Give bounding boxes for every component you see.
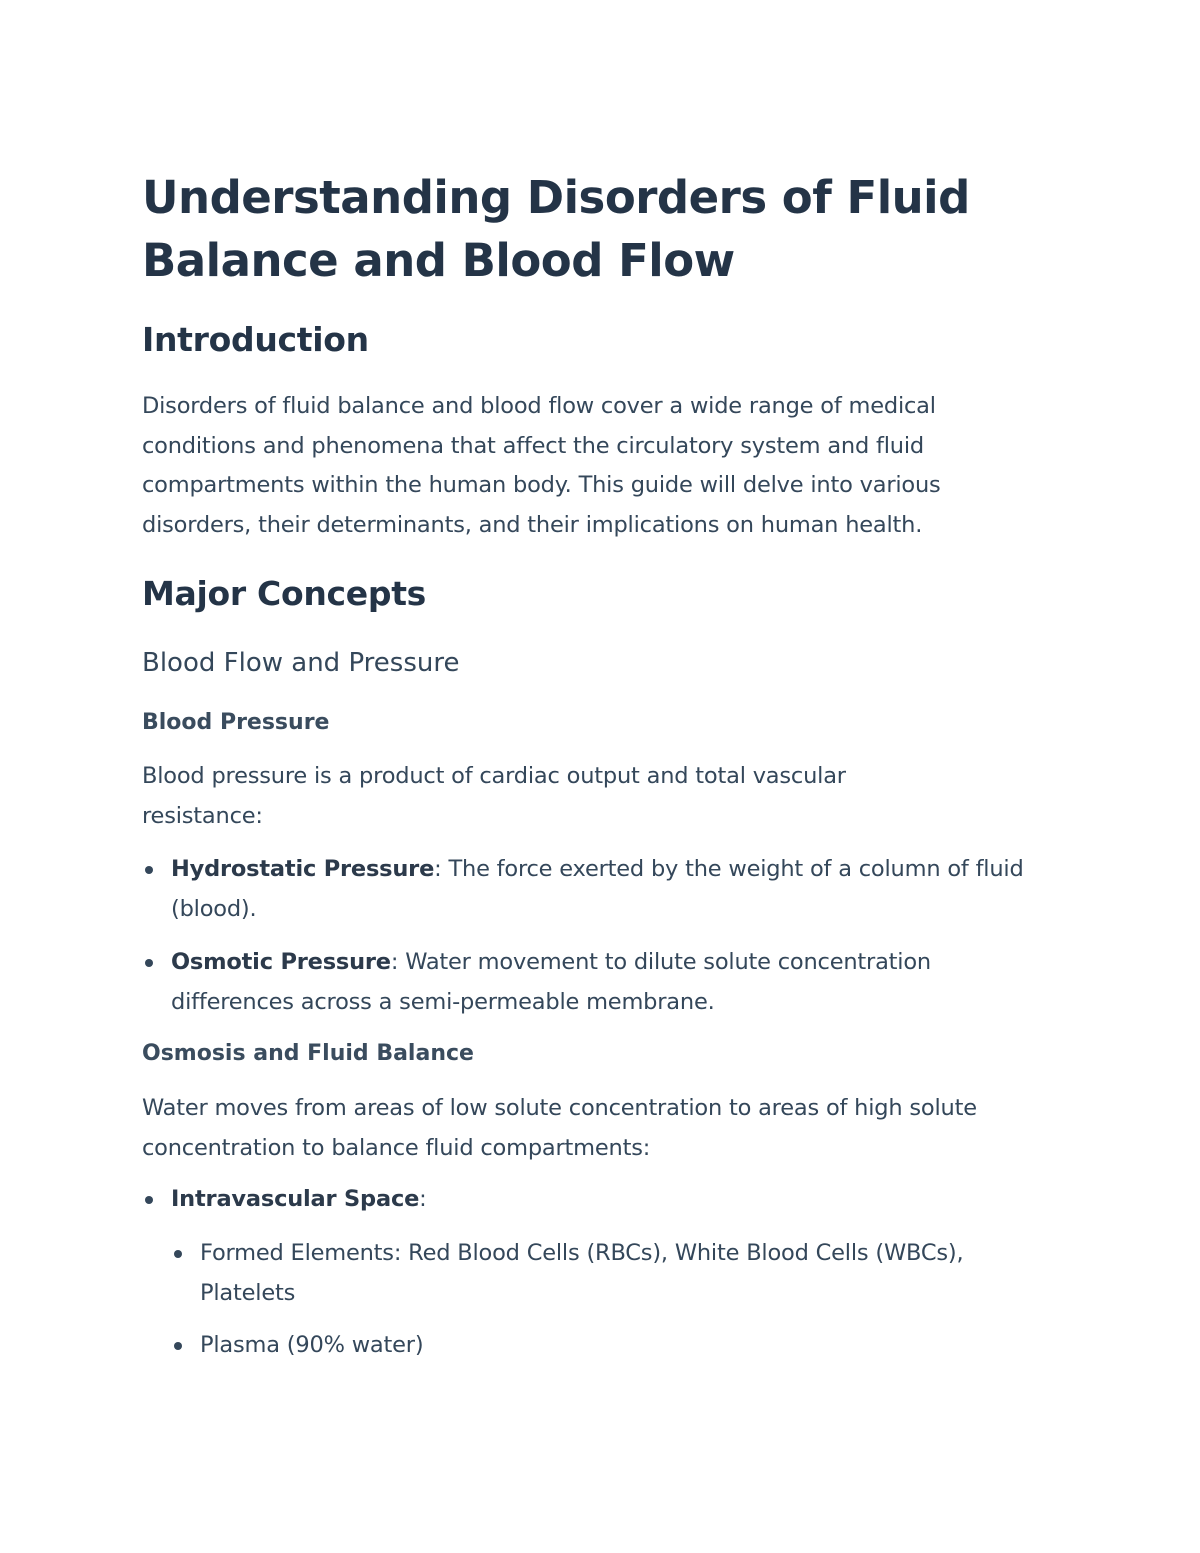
heading-introduction: Introduction	[142, 320, 369, 359]
bullet-dot	[145, 1196, 153, 1204]
blood-pressure-paragraph: Blood pressure is a product of cardiac output and total vascular resistance:	[142, 763, 846, 829]
heading-osmosis-and-fluid-balance: Osmosis and Fluid Balance	[142, 1041, 474, 1066]
bullet-dot	[174, 1342, 182, 1350]
sub-list-item-formed-elements	[200, 1234, 1060, 1313]
definition-hydrostatic-pressure: : The force exerted by the weight of a column of fluid (blood).	[171, 856, 1024, 922]
heading-blood-flow-and-pressure: Blood Flow and Pressure	[142, 648, 460, 678]
term-hydrostatic-pressure: Hydrostatic Pressure	[171, 856, 435, 882]
definition-intravascular-space: :	[419, 1186, 427, 1212]
sub-list-item-plasma	[200, 1326, 1060, 1366]
sub-item-text: Plasma (90% water)	[200, 1332, 424, 1358]
list-item-osmotic-pressure	[171, 943, 1021, 1022]
intro-paragraph: Disorders of fluid balance and blood flow cover a wide range of medical conditions and phenomena that affect the circulatory system and fluid compartments within the human body. This guide will delve into various disorders, their determinants, and their implications on human health.	[142, 393, 941, 538]
term-intravascular-space: Intravascular Space	[171, 1186, 420, 1212]
sub-item-text: Formed Elements: Red Blood Cells (RBCs), White Blood Cells (WBCs), Platelets	[200, 1240, 964, 1306]
bullet-dot	[174, 1250, 182, 1258]
list-item-intravascular-space	[171, 1180, 1041, 1220]
heading-major-concepts: Major Concepts	[142, 574, 427, 613]
bullet-dot	[145, 866, 153, 874]
osmosis-paragraph: Water moves from areas of low solute concentration to areas of high solute concentration to balance fluid compartments:	[142, 1095, 977, 1161]
heading-blood-pressure: Blood Pressure	[142, 710, 330, 735]
bullet-dot	[145, 959, 153, 967]
definition-osmotic-pressure: : Water movement to dilute solute concentration differences across a semi-permeable membrane.	[171, 949, 931, 1015]
term-osmotic-pressure: Osmotic Pressure	[171, 949, 391, 975]
list-item-hydrostatic-pressure	[171, 850, 1041, 929]
page-title: Understanding Disorders of Fluid Balance and Blood Flow	[142, 171, 970, 287]
